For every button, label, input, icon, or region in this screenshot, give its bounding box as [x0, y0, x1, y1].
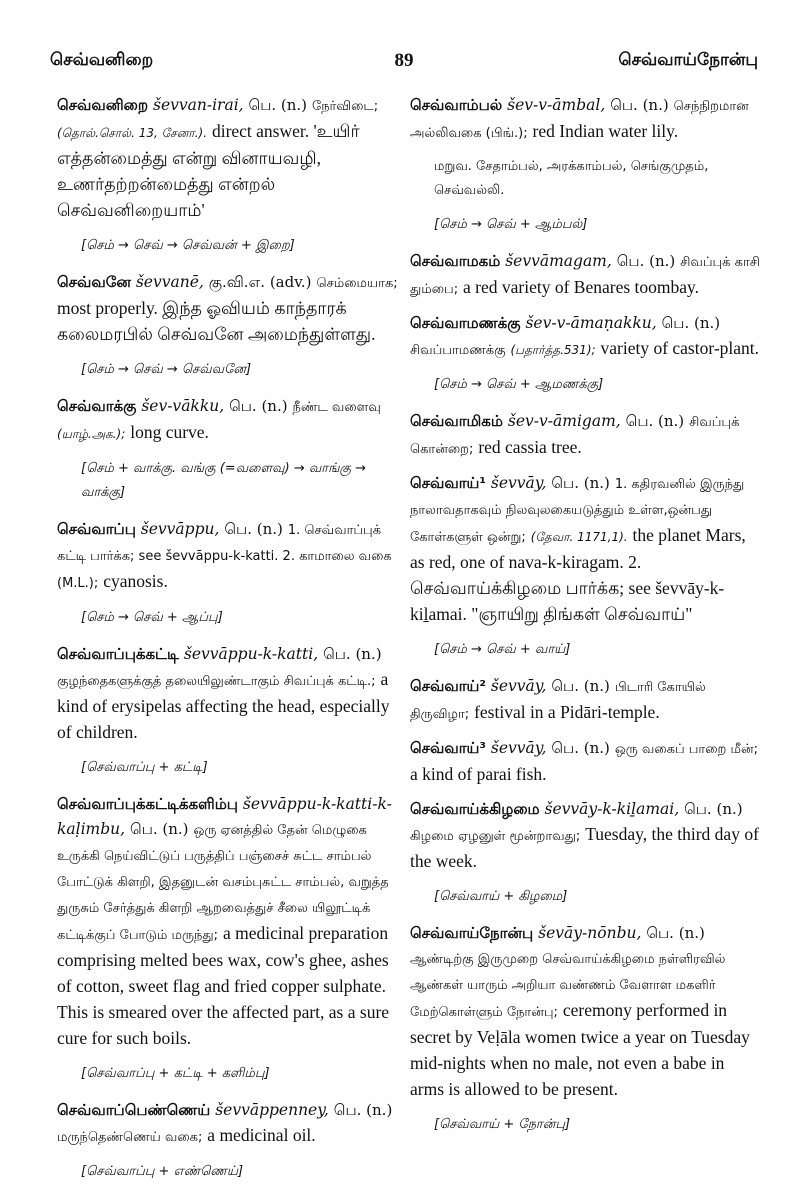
entry-english-definition: the planet Mars, as red, one of nava-k-kiragam. 2. செவ்வாய்க்கிழமை பார்க்க; see ševvāy-k-kiḻamai. "ஞாயிறு திங்கள் செவ்வாய்": [410, 525, 746, 624]
entry-headword: செவ்வனிறை: [57, 96, 149, 114]
entry-grammar: பெ. (n.): [551, 474, 610, 492]
entry-citation: (தொல்.சொல். 13, சேனா.).: [57, 126, 208, 140]
entry-transliteration: šev-v-āmigam,: [507, 412, 621, 430]
entry-citation: (யாழ்.அக.);: [57, 427, 126, 441]
dictionary-entry: [410, 797, 760, 875]
entry-transliteration: ševvāppu,: [140, 520, 220, 538]
entry-transliteration: ševvāmagam,: [505, 252, 612, 270]
entry-english-definition: long curve.: [130, 422, 209, 442]
entry-english-definition: red Indian water lily.: [532, 121, 679, 141]
entry-etymology: [செம் → செவ் → செவ்வன் + இறை]: [81, 238, 295, 253]
entry-etymology: [செம் → செவ் → செவ்வனே]: [81, 362, 252, 377]
dictionary-entry: [57, 93, 403, 224]
entry-grammar: பெ. (n.): [610, 96, 669, 114]
entry-english-definition: ceremony performed in secret by Veḷāla women twice a year on Tuesday mid-nights when no male, not even a babe in arms is allowed to be present.: [410, 1000, 750, 1099]
entry-headword: செவ்வாய்¹: [410, 474, 486, 492]
entry-synonyms: மறுவ. சேதாம்பல், அரக்காம்பல், செங்குமுதம், செவ்வல்லி.: [434, 159, 709, 198]
entry-headword: செவ்வாம்பல்: [410, 96, 503, 114]
entry-grammar: பெ. (n.): [616, 252, 676, 270]
entry-tamil-definition: கிழமை ஏழனுள் மூன்றாவது;: [410, 829, 581, 844]
entry-grammar: பெ. (n.): [646, 924, 705, 942]
entry-tamil-definition: செந்நிறமான அல்லிவகை (பிங்.);: [410, 99, 749, 141]
entry-tamil-definition: செம்மையாக;: [316, 276, 398, 291]
dictionary-entry: [410, 471, 760, 628]
page-header: [50, 50, 758, 74]
entry-headword: செவ்வாமிகம்: [410, 412, 503, 430]
entry-grammar: பெ. (n.): [229, 397, 288, 415]
entry-headword: செவ்வாக்கு: [57, 397, 137, 415]
entry-english-definition: cyanosis.: [103, 571, 168, 591]
entry-grammar: பெ. (n.): [661, 314, 721, 332]
dictionary-entry: [57, 517, 403, 596]
header-right-guideword: செவ்வாய்நோன்பு: [618, 50, 758, 70]
entry-transliteration: ševvāy,: [490, 474, 547, 492]
entry-grammar: பெ. (n.): [551, 739, 610, 757]
entry-etymology: [செவ்வாப்பு + கட்டி]: [81, 760, 208, 775]
entry-english-definition: variety of castor-plant.: [600, 338, 760, 358]
entry-english-definition: a red variety of Benares toombay.: [463, 277, 700, 297]
dictionary-entry: [57, 394, 403, 447]
entry-headword: செவ்வாப்பு: [57, 520, 136, 538]
entry-tamil-definition: ஒரு வகைப் பாறை மீன்;: [614, 742, 758, 757]
entry-english-definition: most properly. இந்த ஓவியம் காந்தாரக் கலைமரபில் செவ்வனே அமைந்துள்ளது.: [57, 298, 376, 344]
entry-etymology: [செவ்வாய் + கிழமை]: [434, 889, 568, 904]
entry-grammar: கு.வி.எ. (adv.): [208, 273, 312, 291]
entry-headword: செவ்வனே: [57, 273, 131, 291]
entry-grammar: பெ. (n.): [323, 645, 382, 663]
left-column: [57, 93, 403, 1196]
entry-tamil-definition: மருந்தெண்ணெய் வகை;: [57, 1130, 203, 1145]
entry-english-definition: a kind of erysipelas affecting the head, especially of children.: [57, 669, 390, 742]
dictionary-entry: [57, 1098, 403, 1150]
entry-headword: செவ்வாமகம்: [410, 252, 501, 270]
dictionary-entry: [57, 792, 403, 1052]
entry-grammar: பெ. (n.): [333, 1101, 393, 1119]
entry-tamil-definition: பிடாரி கோயில் திருவிழா;: [410, 680, 706, 722]
entry-headword: செவ்வாய்³: [410, 739, 486, 757]
entry-transliteration: šev-v-āmaṇakku,: [525, 314, 657, 332]
entry-transliteration: ševvāy,: [490, 677, 547, 695]
entry-headword: செவ்வாப்பெண்ணெய்: [57, 1101, 211, 1119]
header-left-guideword: செவ்வனிறை: [50, 50, 154, 70]
dictionary-entry: [410, 409, 760, 462]
entry-etymology: [செவ்வாய் + நோன்பு]: [434, 1117, 571, 1132]
dictionary-entry: [410, 93, 760, 146]
entry-tamil-definition: ஆண்டிற்கு இருமுறை செவ்வாய்க்கிழமை நள்ளிரவில் ஆண்கள் யாரும் அறியா வண்ணம் வேளாள மகளிர் மேற்கொள்ளும் நோன்பு;: [410, 952, 726, 1020]
entry-headword: செவ்வாய்க்கிழமை: [410, 800, 540, 818]
entry-etymology: [செவ்வாப்பு + எண்ணெய்]: [81, 1164, 244, 1179]
entry-tamil-definition: குழந்தைகளுக்குத் தலையிலுண்டாகும் சிவப்புக் கட்டி.;: [57, 674, 376, 689]
entry-transliteration: ševvāy,: [490, 739, 547, 757]
entry-english-definition: red cassia tree.: [478, 437, 582, 457]
entry-transliteration: ševvāppu-k-katti-k-kaḷimbu,: [57, 795, 392, 838]
entry-transliteration: ševvanē,: [135, 273, 204, 291]
entry-tamil-definition: 1. செவ்வாப்புக் கட்டி பார்க்க; see ševvāppu-k-katti. 2. காமாலை வகை (M.L.);: [57, 523, 392, 591]
dictionary-entry: [57, 642, 403, 746]
entry-tamil-definition: சிவப்பாமணக்கு: [410, 343, 506, 358]
entry-transliteration: ševvāy-k-kiḻamai,: [544, 800, 680, 818]
right-column: [410, 93, 760, 1149]
entry-grammar: பெ. (n.): [684, 800, 743, 818]
entry-grammar: பெ. (n.): [130, 820, 189, 838]
entry-headword: செவ்வாய்நோன்பு: [410, 924, 534, 942]
entry-transliteration: ševvāppu-k-katti,: [183, 645, 319, 663]
entry-grammar: பெ. (n.): [224, 520, 283, 538]
entry-english-definition: a medicinal preparation comprising melted bees wax, cow's ghee, ashes of cotton, sweet flag and fried copper sulphate. This is smeared over the affected part, as a sure cure for such boils.: [57, 923, 390, 1048]
page-number: 89: [394, 50, 414, 71]
entry-etymology: [செம் → செவ் + ஆமணக்கு]: [434, 377, 604, 392]
entry-grammar: பெ. (n.): [551, 677, 610, 695]
entry-tamil-definition: ஒரு ஏனத்தில் தேன் மெழுகை உருக்கி நெய்விட்டுப் பருத்திப் பஞ்சைச் சுட்ட சாம்பல் போட்டுக் கிளறி, இதனுடன் வசம்புசுட்ட சாம்பல், வறுத்த துருசும் சேர்த்துக் கிளறி ஆறவைத்துச் சீலை யிலூட்டிக் கட்டிக்குப் போடும் மருந்து;: [57, 823, 389, 943]
entry-transliteration: šev-v-āmbal,: [507, 96, 606, 114]
entry-tamil-definition: சிவப்புக் காசி தும்பை;: [410, 255, 760, 297]
entry-grammar: பெ. (n.): [625, 412, 685, 430]
entry-headword: செவ்வாப்புக்கட்டிக்களிம்பு: [57, 795, 238, 813]
entry-english-definition: direct answer. 'உயிர் எத்தன்மைத்து என்று வினாயவழி, உணர்தற்றன்மைத்து என்றல் செவ்வனிறையாம்': [57, 121, 360, 220]
entry-etymology: [செம் → செவ் + ஆப்பு]: [81, 610, 223, 625]
entry-citation: (தேவா. 1171,1).: [530, 530, 628, 544]
entry-tamil-definition: சிவப்புக் கொன்றை;: [410, 415, 740, 457]
entry-transliteration: ševvāppenney,: [215, 1101, 329, 1119]
entry-headword: செவ்வாப்புக்கட்டி: [57, 645, 179, 663]
entry-transliteration: ševvan-irai,: [152, 96, 244, 114]
entry-tamil-definition: 1. கதிரவனில் இருந்து நாலாவதாகவும் நிலவுலகையடுத்தும் உள்ள,ஒன்பது கோள்களுள் ஒன்று;: [410, 477, 745, 545]
entry-citation: (பதார்த்த.531);: [510, 343, 596, 357]
entry-transliteration: šev-vākku,: [141, 397, 225, 415]
dictionary-entry: [410, 736, 760, 788]
entry-etymology: [செம் + வாக்கு. வங்கு (=வளைவு) → வாங்கு → வாக்கு]: [81, 461, 366, 500]
entry-headword: செவ்வாய்²: [410, 677, 486, 695]
entry-english-definition: a medicinal oil.: [207, 1125, 316, 1145]
dictionary-entry: [410, 921, 760, 1103]
entry-tamil-definition: நேர்விடை;: [311, 99, 379, 114]
entry-english-definition: a kind of parai fish.: [410, 764, 547, 784]
entry-transliteration: ševāy-nōnbu,: [538, 924, 642, 942]
dictionary-entry: [410, 249, 760, 302]
entry-etymology: [செம் → செவ் + ஆம்பல்]: [434, 217, 588, 232]
entry-english-definition: Tuesday, the third day of the week.: [410, 824, 759, 871]
dictionary-entry: [410, 311, 760, 363]
dictionary-entry: [410, 674, 760, 727]
entry-etymology: [செவ்வாப்பு + கட்டி + களிம்பு]: [81, 1066, 270, 1081]
dictionary-entry: [57, 270, 403, 348]
entry-headword: செவ்வாமணக்கு: [410, 314, 521, 332]
entry-tamil-definition: நீண்ட வளைவு: [292, 400, 381, 415]
entry-grammar: பெ. (n.): [248, 96, 308, 114]
entry-etymology: [செம் → செவ் + வாய்]: [434, 642, 571, 657]
entry-english-definition: festival in a Pidāri-temple.: [474, 702, 660, 722]
